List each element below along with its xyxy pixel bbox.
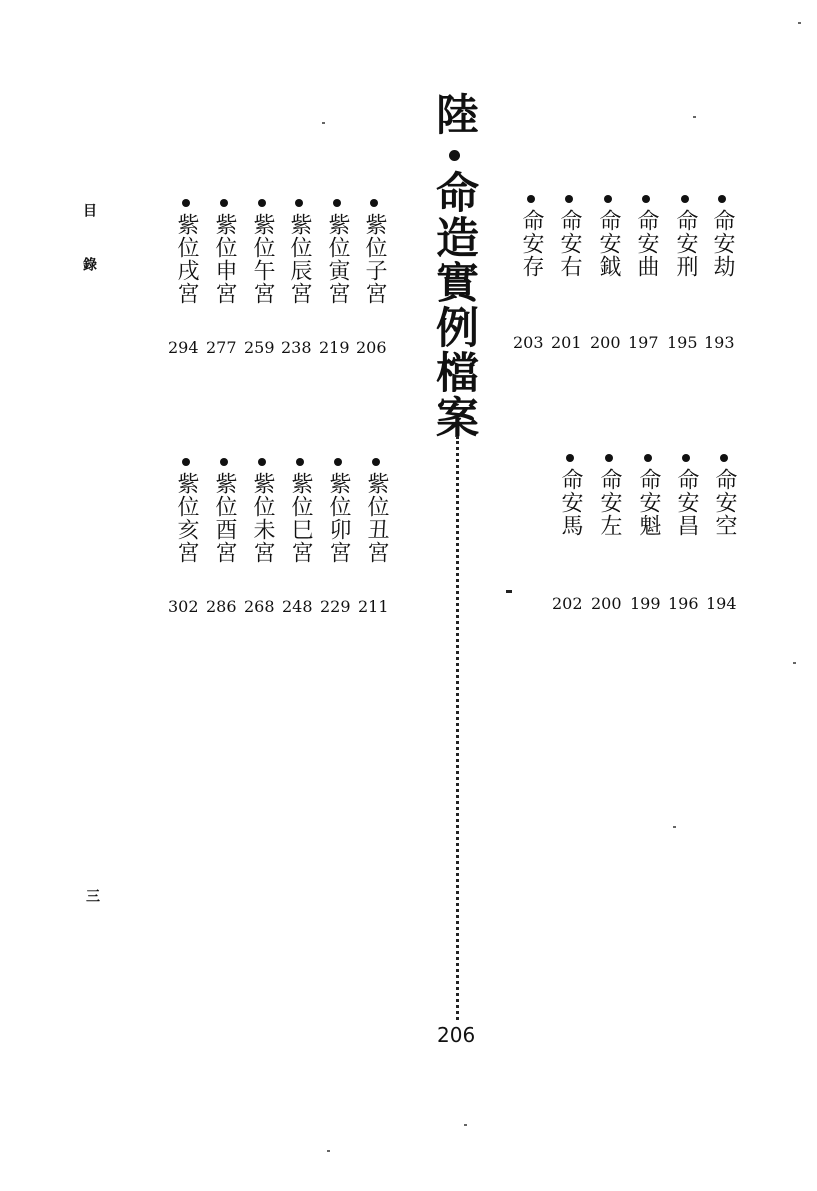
entry-page: 229 (320, 597, 351, 616)
chapter-number: 陸 (429, 92, 479, 137)
toc-entry[interactable] (282, 458, 318, 564)
bullet-icon (644, 454, 652, 462)
entry-label: 紫位寅宮 (325, 213, 350, 305)
toc-entry[interactable] (590, 195, 626, 278)
bullet-icon (258, 458, 266, 466)
toc-entry[interactable] (320, 458, 356, 564)
entry-label: 命安曲 (634, 209, 659, 278)
entry-page: 196 (668, 594, 699, 613)
toc-entry[interactable] (244, 199, 280, 305)
toc-entry[interactable] (206, 199, 242, 305)
toc-entry[interactable] (591, 454, 627, 537)
entry-label: 命安魁 (636, 468, 661, 537)
toc-entry[interactable] (630, 454, 666, 537)
entry-label: 命安劫 (710, 209, 735, 278)
entry-page: 248 (282, 597, 313, 616)
entry-page: 195 (667, 333, 698, 352)
bullet-icon (718, 195, 726, 203)
bullet-icon (566, 454, 574, 462)
bullet-icon (605, 454, 613, 462)
entry-page: 238 (281, 338, 312, 357)
entry-label: 命安空 (712, 468, 737, 537)
bullet-icon (333, 199, 341, 207)
toc-entry[interactable] (667, 195, 703, 278)
leader-page-number: 206 (437, 1023, 476, 1047)
entry-label: 紫位戌宮 (174, 213, 199, 305)
entry-label: 紫位辰宮 (287, 213, 312, 305)
toc-entry[interactable] (704, 195, 740, 278)
entry-label: 命安鉞 (596, 209, 621, 278)
toc-entry[interactable] (356, 199, 392, 305)
chapter-title: 命造實例檔案 (429, 170, 479, 440)
scan-speck (693, 116, 696, 118)
entry-label: 命安昌 (674, 468, 699, 537)
side-header: 目錄 (81, 203, 97, 311)
bullet-icon (565, 195, 573, 203)
entry-page: 194 (706, 594, 737, 613)
toc-entry[interactable] (706, 454, 742, 537)
entry-page: 199 (630, 594, 661, 613)
entry-page: 203 (513, 333, 544, 352)
entry-label: 紫位申宮 (212, 213, 237, 305)
entry-label: 紫位丑宮 (364, 472, 389, 564)
entry-label: 紫位亥宮 (174, 472, 199, 564)
bullet-icon (258, 199, 266, 207)
toc-entry[interactable] (206, 458, 242, 564)
entry-label: 紫位午宮 (250, 213, 275, 305)
toc-entry[interactable] (668, 454, 704, 537)
entry-page: 302 (168, 597, 199, 616)
scan-speck (327, 1150, 330, 1152)
bullet-icon (681, 195, 689, 203)
entry-page: 193 (704, 333, 735, 352)
bullet-icon (370, 199, 378, 207)
entry-page: 201 (551, 333, 582, 352)
entry-page: 286 (206, 597, 237, 616)
bullet-icon (182, 458, 190, 466)
bullet-icon (296, 458, 304, 466)
toc-entry[interactable] (513, 195, 549, 278)
scan-speck (793, 662, 796, 664)
toc-entry[interactable] (628, 195, 664, 278)
toc-entry[interactable] (281, 199, 317, 305)
scan-speck (506, 590, 512, 593)
bullet-icon (682, 454, 690, 462)
toc-entry[interactable] (358, 458, 394, 564)
bullet-icon (220, 458, 228, 466)
entry-page: 268 (244, 597, 275, 616)
entry-page: 200 (590, 333, 621, 352)
entry-label: 命安馬 (558, 468, 583, 537)
entry-page: 259 (244, 338, 275, 357)
entry-label: 命安存 (519, 209, 544, 278)
entry-page: 294 (168, 338, 199, 357)
entry-page: 200 (591, 594, 622, 613)
bullet-icon (372, 458, 380, 466)
toc-entry[interactable] (319, 199, 355, 305)
entry-page: 219 (319, 338, 350, 357)
toc-entry[interactable] (168, 458, 204, 564)
bullet-icon (182, 199, 190, 207)
entry-label: 命安右 (557, 209, 582, 278)
title-leader-rule (456, 436, 459, 1020)
toc-entry[interactable] (552, 454, 588, 537)
bullet-icon (220, 199, 228, 207)
side-page-number: 三 (86, 889, 100, 905)
entry-page: 211 (358, 597, 389, 616)
bullet-icon (642, 195, 650, 203)
entry-page: 202 (552, 594, 583, 613)
bullet-icon (527, 195, 535, 203)
toc-entry[interactable] (551, 195, 587, 278)
entry-page: 197 (628, 333, 659, 352)
entry-label: 紫位未宮 (250, 472, 275, 564)
entry-label: 紫位子宮 (362, 213, 387, 305)
entry-page: 277 (206, 338, 237, 357)
bullet-icon (334, 458, 342, 466)
scan-speck (322, 122, 325, 124)
entry-label: 命安刑 (673, 209, 698, 278)
entry-label: 命安左 (597, 468, 622, 537)
bullet-icon (604, 195, 612, 203)
bullet-icon (295, 199, 303, 207)
bullet-icon (720, 454, 728, 462)
toc-entry[interactable] (168, 199, 204, 305)
scan-speck (798, 22, 801, 24)
entry-label: 紫位酉宮 (212, 472, 237, 564)
entry-page: 206 (356, 338, 387, 357)
toc-entry[interactable] (244, 458, 280, 564)
entry-label: 紫位巳宮 (288, 472, 313, 564)
scan-speck (673, 826, 676, 828)
scan-speck (464, 1124, 467, 1126)
title-separator-dot (449, 150, 460, 161)
entry-label: 紫位卯宮 (326, 472, 351, 564)
